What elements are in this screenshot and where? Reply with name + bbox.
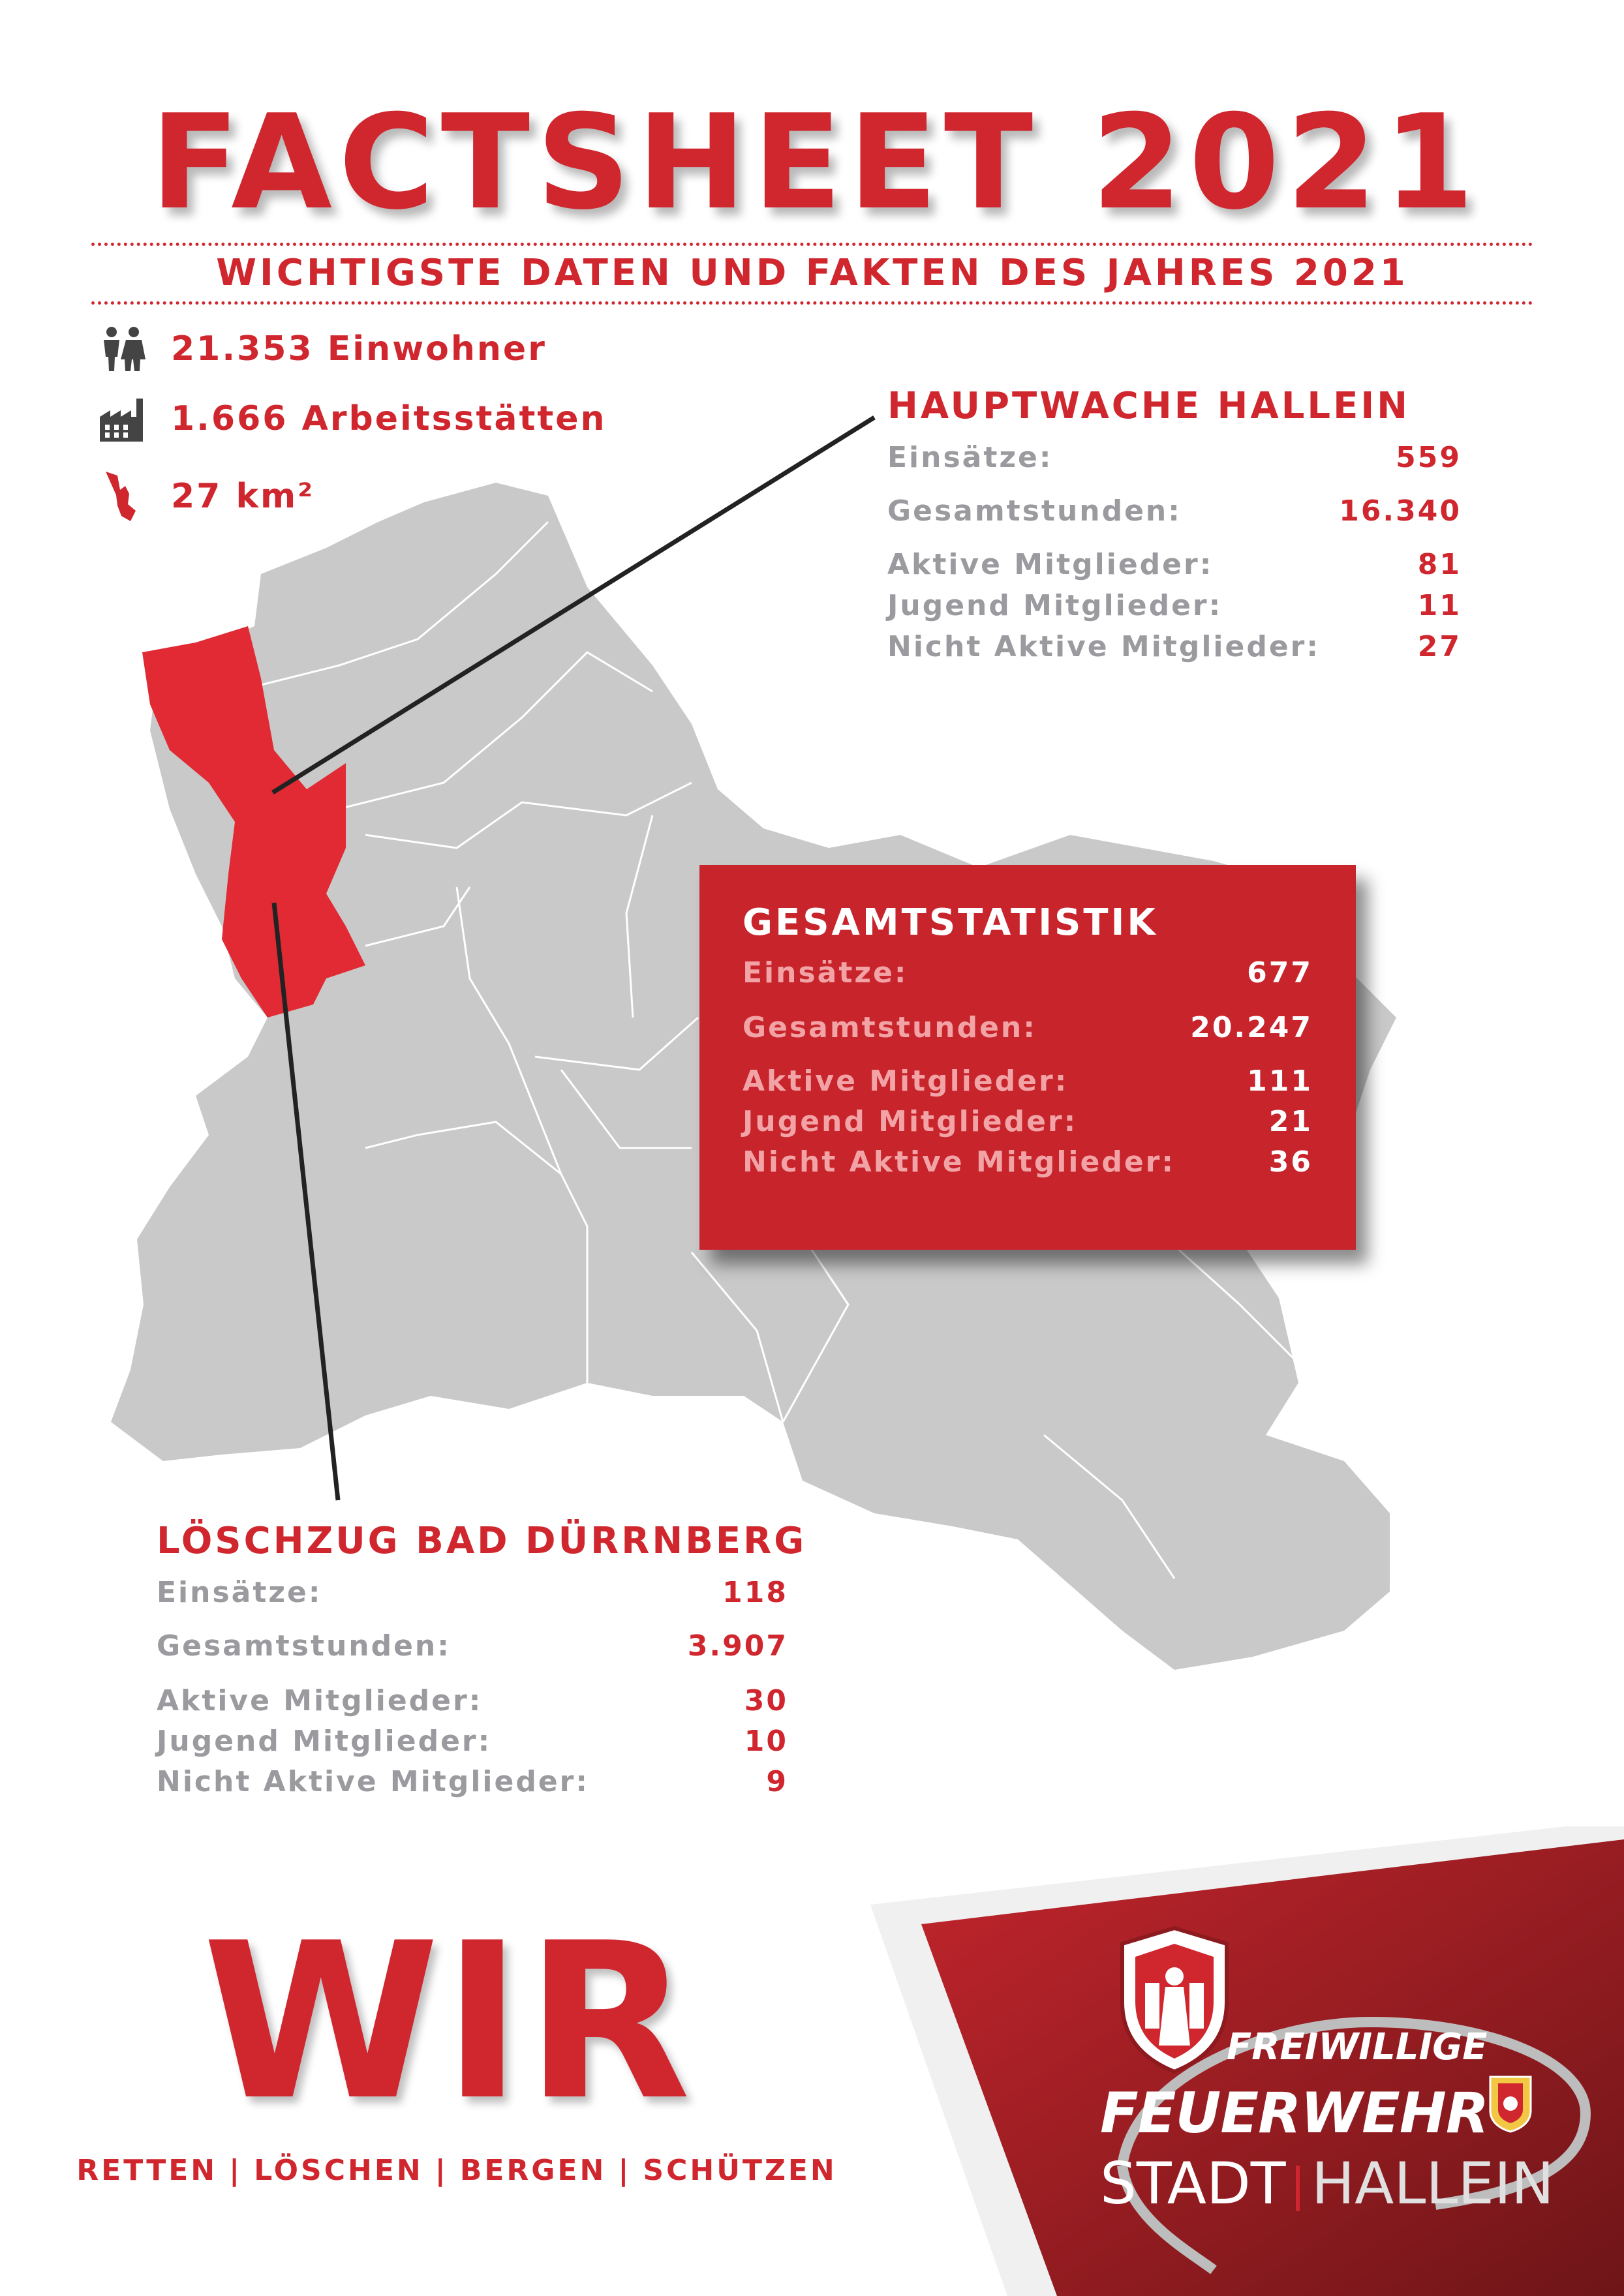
stat-value: 559 xyxy=(1396,441,1462,474)
tagline-separator: | xyxy=(229,2154,243,2187)
stat-label: Gesamtstunden: xyxy=(743,1011,1037,1044)
panel-title: LÖSCHZUG BAD DÜRRNBERG xyxy=(157,1520,807,1562)
stat-value: 9 xyxy=(766,1765,788,1798)
tagline-separator: | xyxy=(618,2154,632,2187)
stat-value: 30 xyxy=(744,1684,788,1717)
stat-label: Gesamtstunden: xyxy=(157,1629,451,1663)
stat-value: 3.907 xyxy=(687,1629,788,1663)
stat-row xyxy=(887,494,1462,528)
stat-label: Jugend Mitglieder: xyxy=(743,1105,1078,1138)
stat-row xyxy=(157,1765,788,1798)
panel-title: GESAMTSTATISTIK xyxy=(743,901,1158,944)
logo-divider xyxy=(1296,2166,1300,2211)
stat-row xyxy=(157,1725,788,1758)
stat-row xyxy=(743,1105,1313,1138)
logo-text-feuerwehr: FEUERWEHR xyxy=(1100,2081,1489,2146)
stat-label: Einsätze: xyxy=(157,1576,322,1609)
stat-row xyxy=(887,441,1462,474)
stat-value: 81 xyxy=(1417,548,1462,581)
tagline-item: SCHÜTZEN xyxy=(643,2154,837,2187)
stat-row xyxy=(743,956,1313,989)
stat-label: Aktive Mitglieder: xyxy=(743,1065,1069,1098)
stat-value: 10 xyxy=(744,1725,788,1758)
stat-value: 20.247 xyxy=(1190,1011,1313,1044)
stat-row xyxy=(157,1629,788,1663)
fact-text: 21.353 Einwohner xyxy=(171,329,547,369)
logo-text-hallein: HALLEIN xyxy=(1311,2150,1554,2217)
stat-label: Nicht Aktive Mitglieder: xyxy=(887,630,1320,663)
coat-of-arms-icon xyxy=(1109,1924,1240,2074)
stat-label: Jugend Mitglieder: xyxy=(157,1725,492,1758)
page-title: FACTSHEET 2021 xyxy=(150,87,1481,239)
stat-label: Einsätze: xyxy=(887,441,1053,474)
tagline-separator: | xyxy=(435,2154,448,2187)
stat-value: 118 xyxy=(722,1576,788,1609)
tagline-item: BERGEN xyxy=(459,2154,607,2187)
stat-value: 36 xyxy=(1268,1145,1313,1179)
stat-value: 27 xyxy=(1417,630,1462,663)
stat-row xyxy=(157,1684,788,1717)
stat-label: Gesamtstunden: xyxy=(887,494,1182,528)
stats-loeschzug xyxy=(157,1520,807,1807)
panel-title: HAUPTWACHE HALLEIN xyxy=(887,385,1411,427)
stat-value: 111 xyxy=(1247,1065,1313,1098)
logo-text-freiwillige: FREIWILLIGE xyxy=(1227,2026,1488,2068)
stat-row xyxy=(887,630,1462,663)
stat-value: 21 xyxy=(1268,1105,1313,1138)
stat-row xyxy=(743,1065,1313,1098)
stat-row xyxy=(743,1145,1313,1179)
stats-hauptwache xyxy=(887,385,1462,685)
logo-text-stadt: STADT xyxy=(1100,2150,1286,2217)
fact-text: 1.666 Arbeitsstätten xyxy=(171,399,607,438)
stat-label: Einsätze: xyxy=(743,956,908,989)
stat-label: Nicht Aktive Mitglieder: xyxy=(743,1145,1175,1179)
stat-row xyxy=(743,1011,1313,1044)
stats-gesamt xyxy=(699,865,1356,1250)
stat-value: 11 xyxy=(1417,589,1462,622)
slogan-tagline xyxy=(59,2154,855,2187)
stat-label: Aktive Mitglieder: xyxy=(157,1684,483,1717)
stat-label: Aktive Mitglieder: xyxy=(887,548,1214,581)
tagline-item: RETTEN xyxy=(76,2154,218,2187)
page-subtitle: WICHTIGSTE DATEN UND FAKTEN DES JAHRES 2021 xyxy=(216,252,1409,294)
stat-row xyxy=(887,548,1462,581)
fire-emblem-icon xyxy=(1488,2074,1533,2133)
tagline-item: LÖSCHEN xyxy=(254,2154,423,2187)
fact-text: 27 km² xyxy=(171,477,315,516)
stat-row xyxy=(157,1576,788,1609)
stat-label: Jugend Mitglieder: xyxy=(887,589,1223,622)
stat-value: 16.340 xyxy=(1339,494,1462,528)
slogan-headline: WIR xyxy=(202,1897,694,2147)
stat-label: Nicht Aktive Mitglieder: xyxy=(157,1765,589,1798)
stat-value: 677 xyxy=(1247,956,1313,989)
stat-row xyxy=(887,589,1462,622)
